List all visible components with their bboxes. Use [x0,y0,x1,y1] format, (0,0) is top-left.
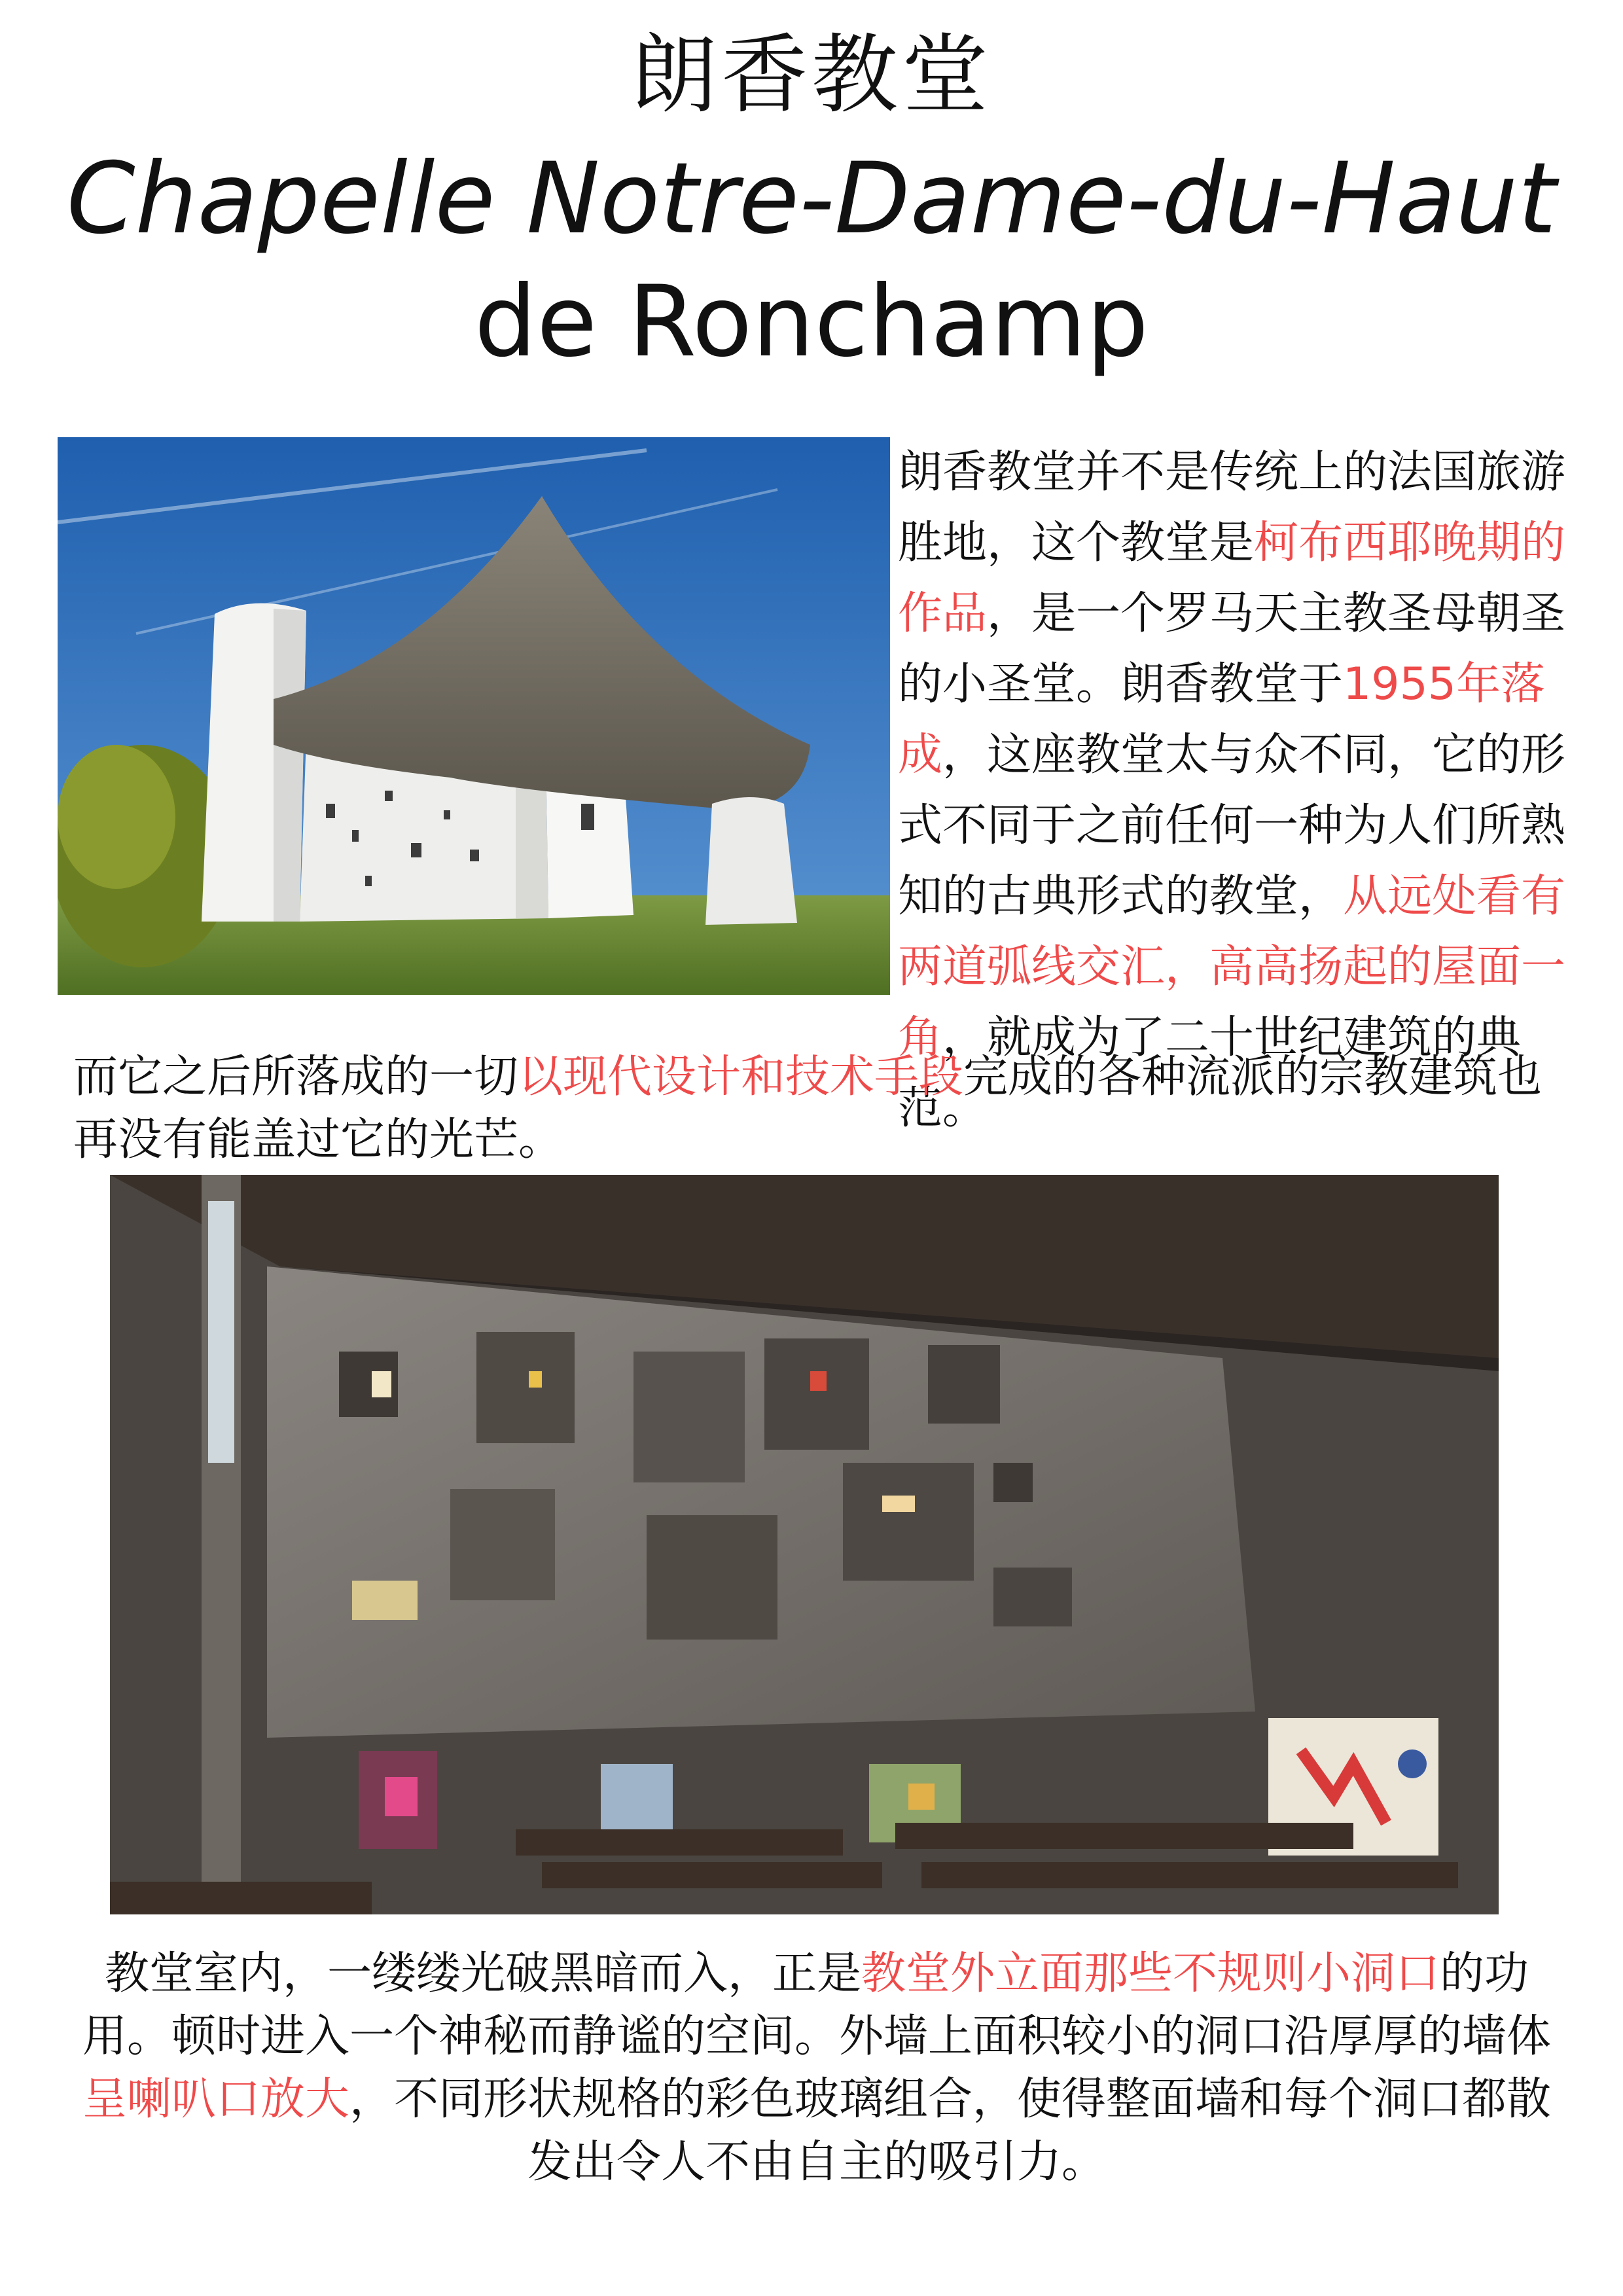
legacy-highlight-1: 以现代设计和技术手段 [518,1051,964,1103]
title-block [0,13,1623,384]
interior-text-1: 教堂室内，一缕缕光破黑暗而入，正是 [104,1948,861,2000]
legacy-text-2: 完成的各种流派的宗教建筑也再没有能盖过它的光芒。 [73,1051,1543,1166]
intro-highlight-1: 柯布西耶晚期的作品 [898,517,1566,639]
interior-text-3: ，不同形状规格的彩色玻璃组合，使得整面墙和每个洞口都散发出令人不由自主的吸引力。 [349,2073,1552,2188]
exterior-photo-drawing [58,437,890,995]
title-french-line1: Chapelle Notre-Dame-du-Haut [66,142,1557,256]
interior-highlight-1: 教堂外立面那些不规则小洞口 [861,1948,1440,2000]
title-french-line2: de Ronchamp [474,265,1149,379]
intro-highlight-3: 从远处看有两道弧线交汇，高高扬起的屋面一角 [898,870,1566,1064]
interior-photo [110,1175,1499,1914]
exterior-photo [58,437,890,995]
intro-text-3: ，这座教堂太与众不同，它的形式不同于之前任何一种为人们所熟知的古典形式的教堂， [898,729,1566,922]
intro-highlight-2: 1955年落成 [898,658,1546,781]
interior-photo-drawing [110,1175,1499,1914]
interior-text-2: 的功用。顿时进入一个神秘而静谧的空间。外墙上面积较小的洞口沿厚厚的墙体 [82,1948,1551,2062]
interior-paragraph [71,1943,1563,2194]
intro-paragraph [898,437,1603,1144]
title-chinese: 朗香教堂 [631,25,992,126]
legacy-paragraph [73,1046,1578,1172]
interior-highlight-2: 呈喇叭口放大 [82,2073,349,2125]
legacy-text-1: 而它之后所落成的一切 [73,1051,519,1103]
intro-text-2: ，是一个罗马天主教圣母朝圣的小圣堂。朗香教堂于 [898,588,1566,710]
intro-text-4: ，就成为了二十世纪建筑的典范。 [898,1012,1522,1134]
intro-text-1: 朗香教堂并不是传统上的法国旅游胜地，这个教堂是 [898,446,1566,569]
